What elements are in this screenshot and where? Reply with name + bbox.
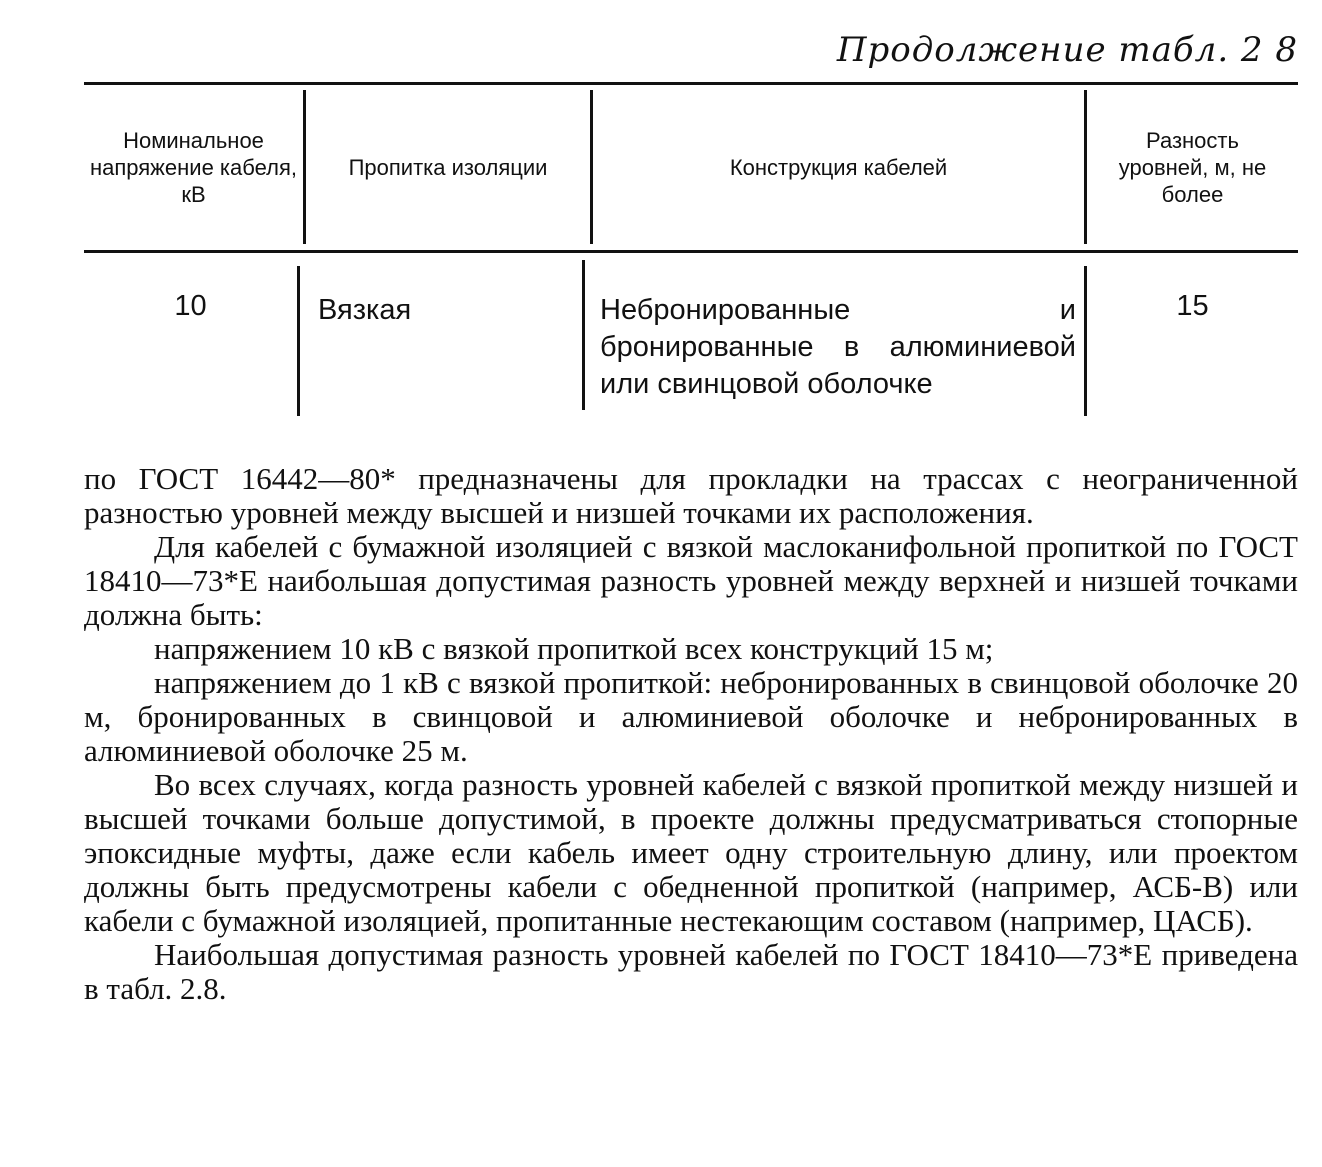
table-caption: Продолжение табл. 2 8 bbox=[836, 30, 1298, 70]
paragraph-all-cases: Во всех случаях, когда разность уровней кабелей с вязкой пропиткой между низшей и высшей точками больше допустимой, в проекте должны предусматриваться стопорные эпоксидные муфты, даже если кабель имеет одну строительную длину, или проектом должны быть предусмотрены кабели с обедненной пропиткой (например, АСБ-В) или кабели с бумажной изоляцией, пропитанные нестекающим составом (например, ЦАСБ). bbox=[84, 767, 1298, 938]
row-divider-1 bbox=[297, 266, 300, 416]
cell-impregnation: Вязкая bbox=[318, 294, 412, 326]
paragraph-1kv: напряжением до 1 кВ с вязкой пропиткой: небронированных в свинцовой оболочке 20 м, бронированных в свинцовой и алюминиевой оболочке и небронированных в алюминиевой оболочке 25 м. bbox=[84, 665, 1298, 768]
paragraph-paper-insulation: Для кабелей с бумажной изоляцией с вязкой маслоканифольной пропиткой по ГОСТ 18410—73*Е наибольшая допустимая разность уровней между верхней и низшей точками должна быть: bbox=[84, 529, 1298, 632]
paragraph-reference: Наибольшая допустимая разность уровней кабелей по ГОСТ 18410—73*Е приведена в табл. 2.8. bbox=[84, 937, 1298, 1006]
cell-construction: Небронированные и бронированные в алюминиевой или свинцовой оболочке bbox=[600, 294, 1076, 400]
paragraph-continuation: по ГОСТ 16442—80* предназначены для прокладки на трассах с неограниченной разностью уровней между высшей и низшей точками их расположения. bbox=[84, 461, 1298, 530]
row-divider-2 bbox=[582, 260, 585, 410]
table-top-rule bbox=[84, 82, 1298, 85]
body-text bbox=[84, 462, 1298, 1006]
cell-level-difference: 15 bbox=[1176, 290, 1209, 322]
table-header-rule bbox=[84, 250, 1298, 253]
header-voltage: Номинальное напряжение кабеля, кВ bbox=[89, 127, 297, 207]
cell-voltage: 10 bbox=[174, 290, 207, 322]
paragraph-10kv: напряжением 10 кВ с вязкой пропиткой всех конструкций 15 м; bbox=[154, 631, 994, 666]
header-impregnation: Пропитка изоляции bbox=[348, 154, 548, 180]
header-construction: Конструкция кабелей bbox=[729, 154, 948, 180]
header-level-difference: Разность уровней, м, не более bbox=[1118, 127, 1267, 207]
